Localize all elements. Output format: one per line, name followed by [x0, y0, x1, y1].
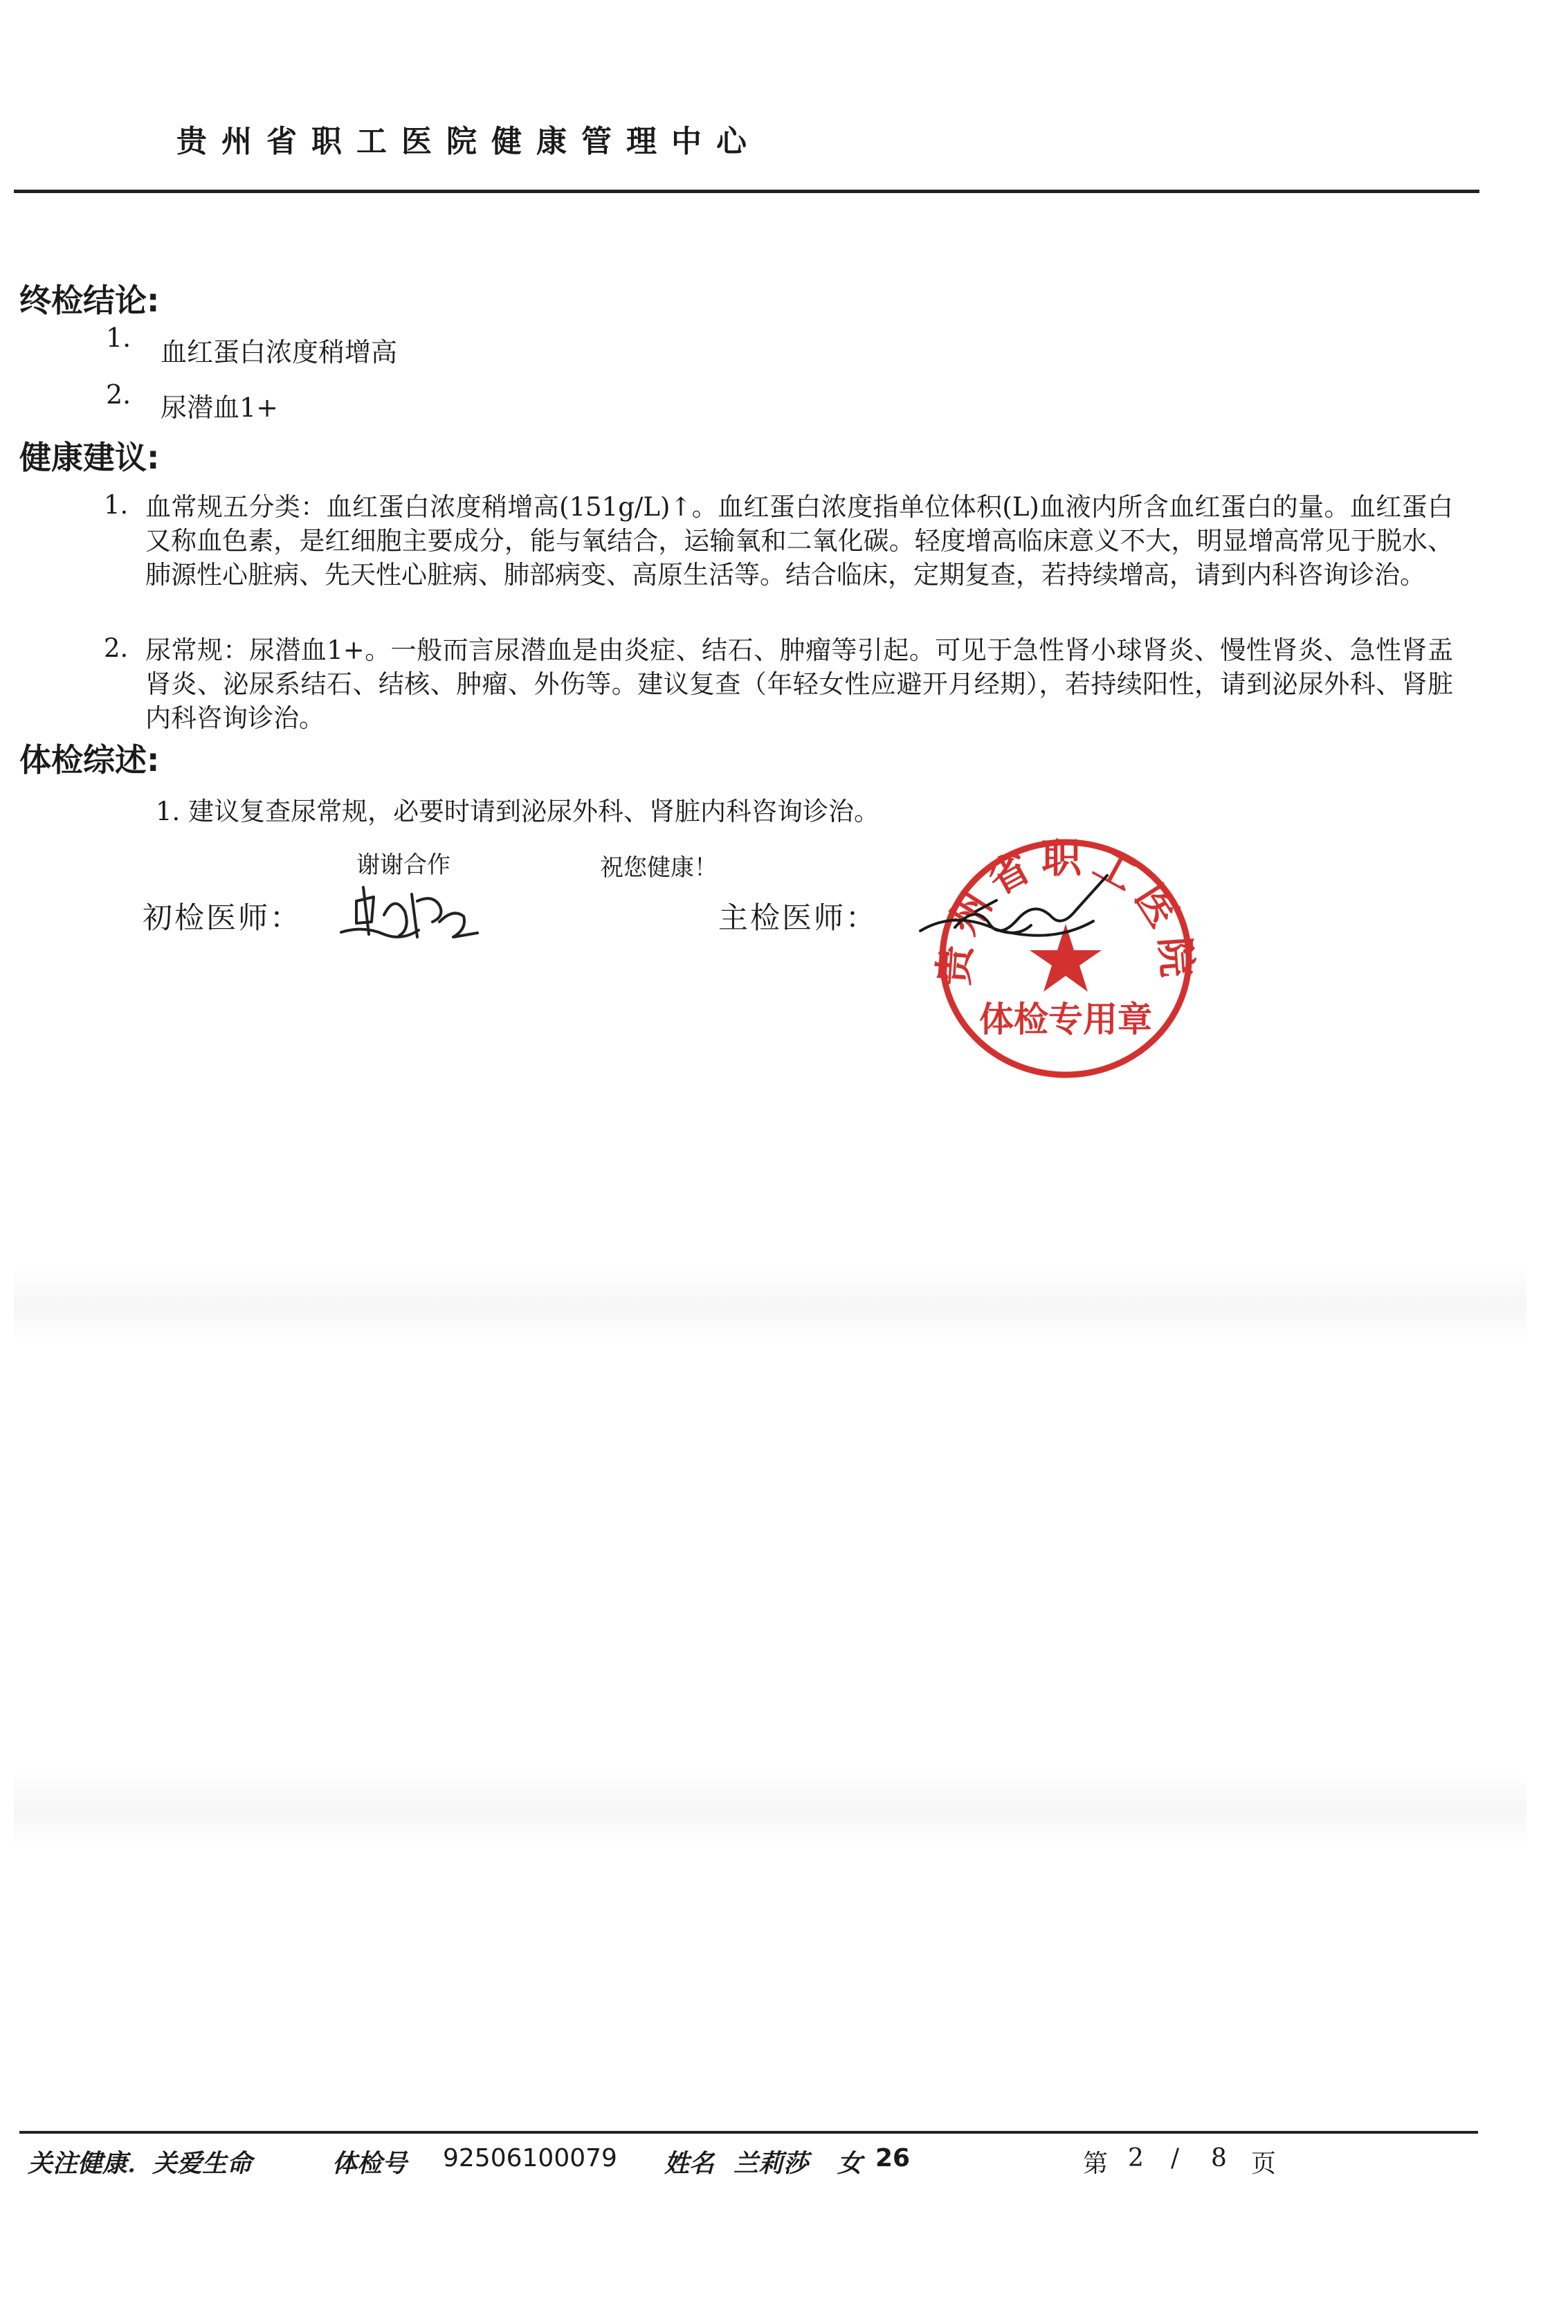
- advice-item-text: 尿常规：尿潜血1+。一般而言尿潜血是由炎症、结石、肿瘤等引起。可见于急性肾小球肾炎、慢性肾炎、急性肾盂肾炎、泌尿系结石、结核、肿瘤、外伤等。建议复查（年轻女性应避开月经期），若持续阳性，请到泌尿外科、肾脏内科咨询诊治。: [145, 635, 1453, 733]
- conclusion-item-number: 2.: [106, 379, 131, 410]
- footer-exam-no: 92506100079: [443, 2144, 617, 2172]
- header-divider: [14, 190, 1479, 193]
- footer-age: 26: [875, 2144, 911, 2172]
- hospital-seal-stamp: [920, 820, 1211, 1083]
- health-advice-heading: 健康建议:: [19, 439, 160, 476]
- footer-sex: 女: [837, 2150, 863, 2178]
- hospital-header-title: 贵州省职工医院健康管理中心: [176, 124, 761, 159]
- advice-item-text: 血常规五分类：血红蛋白浓度稍增高(151g/L)↑。血红蛋白浓度指单位体积(L)血液内所含血红蛋白的量。血红蛋白又称血色素，是红细胞主要成分，能与氧结合，运输氧和二氧化碳。轻度增高临床意义不大，明显增高常见于脱水、肺源性心脏病、先天性心脏病、肺部病变、高原生活等。结合临床，定期复查，若持续增高，请到内科咨询诊治。: [145, 492, 1453, 590]
- chief-doctor-label: 主检医师：: [718, 901, 877, 936]
- advice-item-number: 1.: [104, 490, 129, 520]
- stamp-arc-text: 贵州省职工医院: [930, 835, 1201, 988]
- summary-heading: 体检综述:: [19, 741, 160, 779]
- scan-artifact: [14, 1267, 1526, 1343]
- final-conclusion-heading: 终检结论:: [19, 282, 160, 319]
- stamp-bottom-text: 体检专用章: [979, 999, 1152, 1040]
- thanks-text: 谢谢合作: [356, 851, 450, 879]
- advice-item-number: 2.: [104, 633, 129, 663]
- footer-exam-no-label: 体检号: [332, 2150, 408, 2178]
- initial-doctor-label: 初检医师：: [143, 901, 302, 936]
- scan-artifact: [14, 1772, 1526, 1848]
- conclusion-item-text: 血红蛋白浓度稍增高: [161, 337, 398, 367]
- footer-page-separator: /: [1171, 2144, 1180, 2172]
- initial-doctor-signature: [336, 873, 488, 950]
- footer-divider: [19, 2131, 1478, 2134]
- footer-page-total: 8: [1211, 2144, 1227, 2172]
- conclusion-item-text: 尿潜血1+: [161, 392, 279, 423]
- footer-page-prefix: 第: [1083, 2150, 1109, 2178]
- summary-item: 1. 建议复查尿常规，必要时请到泌尿外科、肾脏内科咨询诊治。: [156, 797, 880, 826]
- footer-page-current: 2: [1128, 2144, 1144, 2172]
- chief-doctor-signature: [913, 862, 1142, 952]
- footer-name-label: 姓名: [664, 2150, 715, 2178]
- wishes-text: 祝您健康！: [600, 854, 718, 882]
- conclusion-item-number: 1.: [106, 323, 131, 353]
- footer-page-suffix: 页: [1251, 2150, 1277, 2178]
- footer-name: 兰莉莎: [733, 2150, 809, 2178]
- footer-slogan: 关注健康．关爱生命: [28, 2150, 253, 2178]
